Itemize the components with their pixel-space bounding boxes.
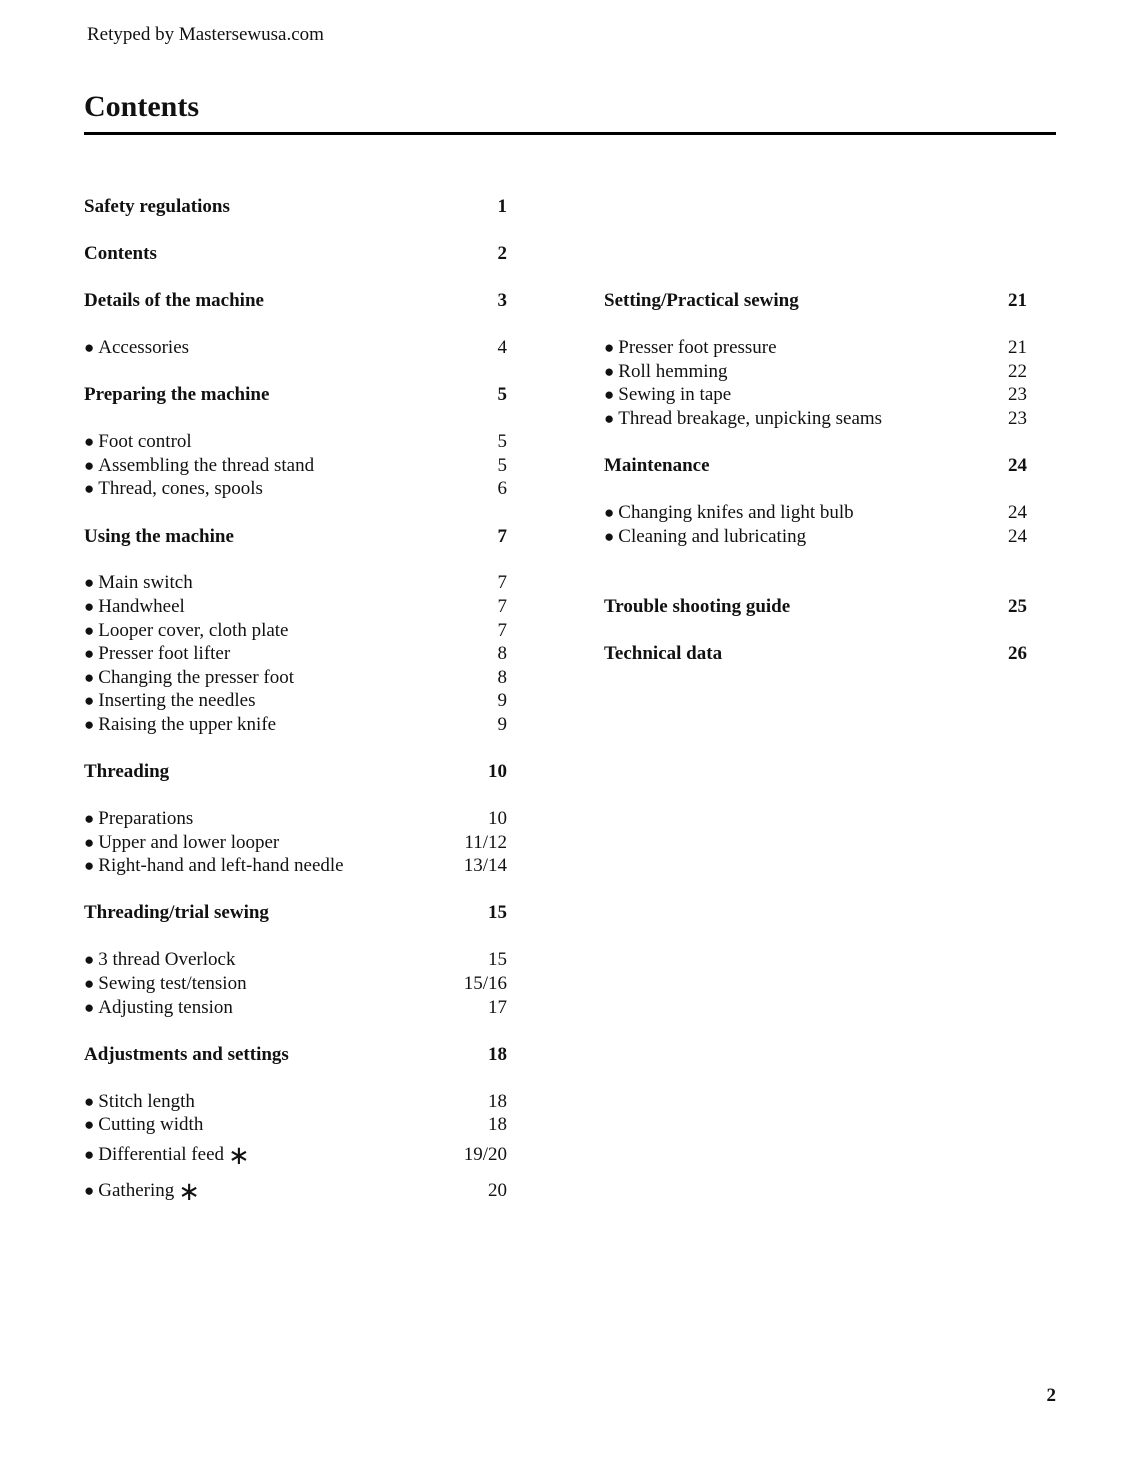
bullet-icon: ●: [84, 597, 95, 616]
bullet-icon: ●: [84, 456, 95, 475]
toc-entry-label: Looper cover, cloth plate: [98, 620, 289, 641]
toc-subentry: [84, 949, 507, 971]
toc-subentry: [84, 714, 507, 736]
toc-entry-label: Right-hand and left-hand needle: [98, 855, 344, 876]
bullet-icon: ●: [604, 338, 615, 357]
toc-entry-label: Thread, cones, spools: [98, 478, 263, 499]
toc-entry-label: Maintenance: [604, 455, 710, 476]
bullet-icon: ●: [84, 998, 95, 1017]
toc-page-ref: 9: [497, 690, 507, 711]
bullet-icon: ●: [84, 833, 95, 852]
toc-page-ref: 5: [497, 431, 507, 452]
toc-entry-label: Changing knifes and light bulb: [618, 502, 854, 523]
toc-page-ref: 5: [497, 384, 507, 405]
asterisk-icon: ∗: [178, 1177, 201, 1206]
toc-subentry: [604, 526, 1027, 548]
toc-subentry: [84, 1091, 507, 1113]
toc-page-ref: 22: [1008, 361, 1027, 382]
toc-section-heading: [604, 455, 1027, 477]
toc-entry-label: Handwheel: [98, 596, 185, 617]
toc-section-heading: [84, 1044, 507, 1066]
toc-page-ref: 10: [488, 761, 507, 782]
toc-entry-label: Differential feed: [98, 1144, 224, 1165]
bullet-icon: ●: [84, 1115, 95, 1134]
toc-subentry: [84, 667, 507, 689]
toc-entry-label: Assembling the thread stand: [98, 455, 315, 476]
page-title: Contents: [84, 90, 200, 123]
toc-page-ref: 7: [497, 572, 507, 593]
toc-page-ref: 21: [1008, 290, 1027, 311]
toc-page-ref: 18: [488, 1091, 507, 1112]
toc-subentry: [84, 337, 507, 359]
toc-entry-label: Preparations: [98, 808, 194, 829]
toc-page-ref: 24: [1008, 455, 1027, 476]
toc-subentry: [84, 1177, 507, 1206]
bullet-icon: ●: [84, 668, 95, 687]
toc-page-ref: 9: [497, 714, 507, 735]
toc-entry-label: Using the machine: [84, 526, 234, 547]
bullet-icon: ●: [604, 409, 615, 428]
toc-page-ref: 3: [497, 290, 507, 311]
toc-entry-label: Sewing in tape: [618, 384, 732, 405]
toc-entry-label: Details of the machine: [84, 290, 264, 311]
toc-section-heading: [84, 902, 507, 924]
toc-page-ref: 6: [497, 478, 507, 499]
bullet-icon: ●: [84, 691, 95, 710]
toc-page-ref: 20: [488, 1180, 507, 1201]
toc-entry-label: Inserting the needles: [98, 690, 256, 711]
bullet-icon: ●: [84, 950, 95, 969]
toc-page-ref: 17: [488, 997, 507, 1018]
toc-page-ref: 2: [497, 243, 507, 264]
bullet-icon: ●: [84, 715, 95, 734]
toc-entry-label: Contents: [84, 243, 157, 264]
toc-entry-label: Roll hemming: [618, 361, 728, 382]
toc-entry-label: Cleaning and lubricating: [618, 526, 807, 547]
toc-page-ref: 7: [497, 620, 507, 641]
toc-section-heading: [84, 526, 507, 548]
toc-subentry: [84, 973, 507, 995]
toc-entry-label: Accessories: [98, 337, 190, 358]
bullet-icon: ●: [84, 338, 95, 357]
toc-entry-label: Adjusting tension: [98, 997, 233, 1018]
toc-entry-label: Cutting width: [98, 1114, 204, 1135]
toc-entry-label: Raising the upper knife: [98, 714, 277, 735]
toc-subentry: [604, 502, 1027, 524]
toc-subentry: [84, 620, 507, 642]
toc-subentry: [84, 455, 507, 477]
bullet-icon: ●: [84, 1181, 95, 1200]
toc-subentry: [604, 337, 1027, 359]
page-number: 2: [1046, 1385, 1056, 1406]
bullet-icon: ●: [84, 809, 95, 828]
toc-page-ref: 11/12: [464, 832, 507, 853]
bullet-icon: ●: [84, 1145, 95, 1164]
toc-entry-label: Upper and lower looper: [98, 832, 280, 853]
toc-page-ref: 15: [488, 949, 507, 970]
bullet-icon: ●: [604, 385, 615, 404]
toc-entry-label: Thread breakage, unpicking seams: [618, 408, 883, 429]
toc-page-ref: 18: [488, 1114, 507, 1135]
toc-subentry: [84, 431, 507, 453]
toc-page-ref: 1: [497, 196, 507, 217]
toc-entry-label: Changing the presser foot: [98, 667, 295, 688]
toc-section-heading: [84, 243, 507, 265]
bullet-icon: ●: [84, 974, 95, 993]
toc-page-ref: 7: [497, 596, 507, 617]
bullet-icon: ●: [84, 573, 95, 592]
toc-section-heading: [604, 596, 1027, 618]
toc-entry-label: Threading: [84, 761, 170, 782]
bullet-icon: ●: [84, 856, 95, 875]
toc-page-ref: 8: [497, 643, 507, 664]
toc-page-ref: 13/14: [463, 855, 507, 876]
toc-page-ref: 4: [497, 337, 507, 358]
toc-subentry: [84, 596, 507, 618]
toc-subentry: [84, 808, 507, 830]
toc-subentry: [84, 855, 507, 877]
toc-page-ref: 24: [1008, 502, 1027, 523]
bullet-icon: ●: [604, 362, 615, 381]
toc-entry-label: Safety regulations: [84, 196, 230, 217]
toc-entry-label: Trouble shooting guide: [604, 596, 791, 617]
toc-subentry: [84, 478, 507, 500]
title-rule: [84, 132, 1056, 135]
toc-page-ref: 7: [497, 526, 507, 547]
toc-page-ref: 8: [497, 667, 507, 688]
toc-entry-label: Technical data: [604, 643, 723, 664]
toc-page-ref: 26: [1008, 643, 1027, 664]
toc-section-heading: [84, 384, 507, 406]
toc-page-ref: 5: [497, 455, 507, 476]
toc-section-heading: [84, 196, 507, 218]
toc-section-heading: [604, 290, 1027, 312]
toc-subentry: [604, 408, 1027, 430]
toc-entry-label: Main switch: [98, 572, 193, 593]
toc-subentry: [84, 643, 507, 665]
toc-page-ref: 25: [1008, 596, 1027, 617]
toc-entry-label: Foot control: [98, 431, 192, 452]
toc-entry-label: Threading/trial sewing: [84, 902, 269, 923]
toc-section-heading: [604, 643, 1027, 665]
toc-subentry: [604, 384, 1027, 406]
bullet-icon: ●: [84, 432, 95, 451]
toc-section-heading: [84, 290, 507, 312]
asterisk-icon: ∗: [228, 1141, 250, 1170]
toc-subentry: [84, 832, 507, 854]
toc-subentry: [84, 997, 507, 1019]
bullet-icon: ●: [84, 479, 95, 498]
bullet-icon: ●: [84, 1092, 95, 1111]
toc-subentry: [604, 361, 1027, 383]
toc-subentry: [84, 1114, 507, 1136]
toc-page-ref: 23: [1008, 384, 1027, 405]
toc-page-ref: 15/16: [463, 973, 507, 994]
toc-subentry: [84, 572, 507, 594]
toc-entry-label: Stitch length: [98, 1091, 195, 1112]
toc-page-ref: 21: [1008, 337, 1027, 358]
toc-page-ref: 23: [1008, 408, 1027, 429]
toc-page-ref: 18: [488, 1044, 507, 1065]
toc-entry-label: 3 thread Overlock: [98, 949, 236, 970]
bullet-icon: ●: [604, 527, 615, 546]
toc-page-ref: 19/20: [463, 1144, 507, 1165]
toc-entry-label: Gathering: [98, 1180, 175, 1201]
bullet-icon: ●: [84, 621, 95, 640]
toc-entry-label: Adjustments and settings: [84, 1044, 289, 1065]
toc-entry-label: Presser foot lifter: [98, 643, 231, 664]
toc-page-ref: 24: [1008, 526, 1027, 547]
toc-section-heading: [84, 761, 507, 783]
toc-entry-label: Setting/Practical sewing: [604, 290, 799, 311]
toc-entry-label: Presser foot pressure: [618, 337, 777, 358]
toc-subentry: [84, 1141, 507, 1170]
toc-entry-label: Sewing test/tension: [98, 973, 247, 994]
toc-page-ref: 10: [488, 808, 507, 829]
toc-page-ref: 15: [488, 902, 507, 923]
bullet-icon: ●: [604, 503, 615, 522]
toc-subentry: [84, 690, 507, 712]
bullet-icon: ●: [84, 644, 95, 663]
toc-entry-label: Preparing the machine: [84, 384, 270, 405]
retyped-credit: Retyped by Mastersewusa.com: [87, 24, 324, 45]
